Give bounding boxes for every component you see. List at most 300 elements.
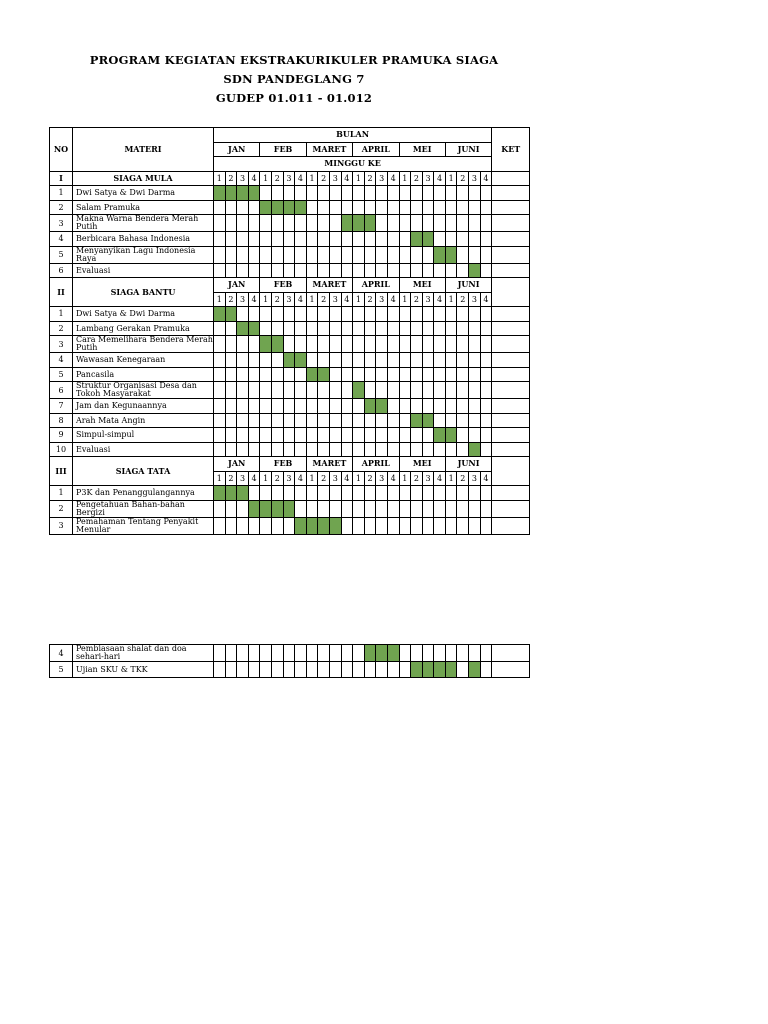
week-cell — [411, 307, 423, 322]
week-cell — [376, 232, 388, 247]
week-cell — [341, 382, 353, 399]
week-number: 2 — [271, 171, 283, 186]
week-cell — [341, 246, 353, 263]
week-cell — [353, 442, 365, 457]
week-cell — [399, 215, 411, 232]
materi-cell: Pemahaman Tentang Penyakit Menular — [73, 517, 214, 534]
materi-cell: P3K dan Penanggulangannya — [73, 486, 214, 501]
program-title: PROGRAM KEGIATAN EKSTRAKURIKULER PRAMUKA SIAGA — [89, 53, 499, 67]
week-cell — [376, 307, 388, 322]
materi-cell: Wawasan Kenegaraan — [73, 353, 214, 368]
week-cell — [411, 486, 423, 501]
week-cell — [480, 246, 492, 263]
week-cell — [411, 645, 423, 662]
week-cell — [295, 321, 307, 336]
ket-cell — [492, 428, 530, 443]
week-cell — [353, 200, 365, 215]
week-cell — [248, 307, 260, 322]
week-number: 2 — [318, 471, 330, 486]
week-number: 4 — [341, 171, 353, 186]
month-header: APRIL — [353, 457, 399, 472]
week-cell — [306, 486, 318, 501]
week-cell — [457, 645, 469, 662]
week-cell — [225, 442, 237, 457]
week-cell — [237, 232, 249, 247]
week-cell — [480, 517, 492, 534]
week-cell — [422, 215, 434, 232]
materi-cell: Berbicara Bahasa Indonesia — [73, 232, 214, 247]
week-cell — [434, 353, 446, 368]
week-cell — [364, 200, 376, 215]
week-cell — [260, 263, 272, 278]
week-number: 1 — [260, 471, 272, 486]
week-cell — [387, 442, 399, 457]
week-number: 1 — [306, 292, 318, 307]
week-number: 4 — [341, 471, 353, 486]
month-header: APRIL — [353, 278, 399, 293]
week-cell — [295, 186, 307, 201]
week-cell — [411, 336, 423, 353]
row-number: 5 — [50, 662, 73, 678]
week-cell — [260, 353, 272, 368]
week-cell — [434, 321, 446, 336]
week-cell — [260, 442, 272, 457]
week-cell — [387, 200, 399, 215]
scheduled-week-cell — [469, 662, 481, 678]
week-cell — [353, 321, 365, 336]
scheduled-week-cell — [248, 186, 260, 201]
week-cell — [434, 200, 446, 215]
week-cell — [445, 215, 457, 232]
week-number: 3 — [376, 471, 388, 486]
week-cell — [480, 186, 492, 201]
week-cell — [457, 186, 469, 201]
week-cell — [306, 645, 318, 662]
week-cell — [387, 321, 399, 336]
school-name: SDN PANDEGLANG 7 — [223, 72, 365, 86]
week-cell — [376, 442, 388, 457]
week-cell — [480, 382, 492, 399]
week-cell — [399, 500, 411, 517]
week-cell — [399, 367, 411, 382]
ket-cell — [492, 246, 530, 263]
scheduled-week-cell — [225, 307, 237, 322]
week-cell — [422, 246, 434, 263]
row-number: 6 — [50, 263, 73, 278]
week-cell — [445, 200, 457, 215]
week-cell — [237, 367, 249, 382]
week-cell — [399, 246, 411, 263]
materi-header: MATERI — [73, 128, 214, 172]
week-cell — [457, 232, 469, 247]
scheduled-week-cell — [376, 645, 388, 662]
week-cell — [364, 442, 376, 457]
week-cell — [318, 246, 330, 263]
week-cell — [260, 367, 272, 382]
month-header: MARET — [306, 142, 352, 157]
week-cell — [248, 353, 260, 368]
week-number: 2 — [457, 292, 469, 307]
ket-cell — [492, 353, 530, 368]
week-cell — [422, 353, 434, 368]
week-cell — [399, 442, 411, 457]
week-cell — [295, 428, 307, 443]
week-cell — [329, 200, 341, 215]
week-cell — [434, 442, 446, 457]
week-cell — [376, 336, 388, 353]
ket-cell — [492, 645, 530, 662]
scheduled-week-cell — [214, 186, 226, 201]
week-number: 3 — [237, 171, 249, 186]
week-number: 1 — [306, 171, 318, 186]
week-cell — [376, 215, 388, 232]
week-cell — [214, 215, 226, 232]
week-cell — [225, 215, 237, 232]
week-cell — [318, 232, 330, 247]
week-cell — [469, 486, 481, 501]
week-cell — [434, 399, 446, 414]
row-number: 3 — [50, 517, 73, 534]
week-cell — [469, 336, 481, 353]
week-cell — [387, 399, 399, 414]
scheduled-week-cell — [434, 662, 446, 678]
week-cell — [341, 486, 353, 501]
week-cell — [364, 367, 376, 382]
section-title: SIAGA MULA — [73, 171, 214, 186]
week-cell — [225, 232, 237, 247]
materi-cell: Evaluasi — [73, 442, 214, 457]
table-row — [50, 662, 530, 678]
ket-cell — [492, 457, 530, 486]
row-number: 7 — [50, 399, 73, 414]
month-header: JUNI — [445, 278, 491, 293]
no-header: NO — [50, 128, 73, 172]
table-row — [50, 413, 530, 428]
week-cell — [271, 645, 283, 662]
document-title-block — [0, 51, 588, 108]
week-cell — [225, 517, 237, 534]
materi-cell: Salam Pramuka — [73, 200, 214, 215]
week-cell — [422, 486, 434, 501]
week-cell — [225, 246, 237, 263]
week-cell — [364, 382, 376, 399]
week-cell — [457, 307, 469, 322]
week-number: 3 — [422, 171, 434, 186]
week-cell — [283, 321, 295, 336]
week-number: 1 — [306, 471, 318, 486]
week-number: 3 — [376, 171, 388, 186]
week-cell — [260, 486, 272, 501]
scheduled-week-cell — [214, 307, 226, 322]
week-number: 2 — [411, 471, 423, 486]
week-cell — [260, 307, 272, 322]
week-number: 2 — [457, 471, 469, 486]
week-cell — [248, 246, 260, 263]
week-cell — [364, 263, 376, 278]
materi-cell: Cara Memelihara Bendera Merah Putih — [73, 336, 214, 353]
week-cell — [376, 186, 388, 201]
week-cell — [411, 517, 423, 534]
week-cell — [318, 382, 330, 399]
week-cell — [318, 486, 330, 501]
week-cell — [353, 336, 365, 353]
week-cell — [225, 200, 237, 215]
week-cell — [214, 500, 226, 517]
week-cell — [248, 428, 260, 443]
week-cell — [411, 428, 423, 443]
ket-cell — [492, 200, 530, 215]
week-cell — [295, 367, 307, 382]
ket-cell — [492, 367, 530, 382]
week-cell — [283, 307, 295, 322]
scheduled-week-cell — [318, 367, 330, 382]
week-cell — [445, 186, 457, 201]
week-cell — [387, 367, 399, 382]
week-number: 3 — [376, 292, 388, 307]
scheduled-week-cell — [445, 246, 457, 263]
week-cell — [318, 500, 330, 517]
table-row — [50, 367, 530, 382]
week-cell — [353, 399, 365, 414]
month-header: MARET — [306, 457, 352, 472]
week-cell — [469, 399, 481, 414]
week-cell — [237, 428, 249, 443]
week-number: 3 — [422, 292, 434, 307]
week-number: 2 — [225, 292, 237, 307]
week-number: 4 — [434, 171, 446, 186]
week-number: 1 — [260, 292, 272, 307]
week-cell — [329, 232, 341, 247]
week-cell — [411, 263, 423, 278]
week-cell — [434, 500, 446, 517]
week-cell — [271, 517, 283, 534]
scheduled-week-cell — [422, 662, 434, 678]
week-cell — [237, 336, 249, 353]
week-cell — [225, 399, 237, 414]
week-cell — [318, 200, 330, 215]
week-cell — [260, 215, 272, 232]
week-cell — [260, 382, 272, 399]
week-cell — [295, 486, 307, 501]
scheduled-week-cell — [260, 500, 272, 517]
materi-cell: Pembiasaan shalat dan doa sehari-hari — [73, 645, 214, 662]
week-cell — [295, 215, 307, 232]
scheduled-week-cell — [434, 428, 446, 443]
month-header: FEB — [260, 278, 306, 293]
week-number: 2 — [271, 471, 283, 486]
month-header: JUNI — [445, 457, 491, 472]
month-header: JAN — [214, 142, 260, 157]
scheduled-week-cell — [469, 442, 481, 457]
week-cell — [341, 186, 353, 201]
week-cell — [387, 263, 399, 278]
materi-cell: Arah Mata Angin — [73, 413, 214, 428]
row-number: 2 — [50, 200, 73, 215]
ket-cell — [492, 186, 530, 201]
row-number: 1 — [50, 307, 73, 322]
week-cell — [283, 246, 295, 263]
week-cell — [248, 645, 260, 662]
week-cell — [445, 321, 457, 336]
week-cell — [248, 215, 260, 232]
week-number: 2 — [411, 171, 423, 186]
week-cell — [214, 645, 226, 662]
week-cell — [434, 645, 446, 662]
week-number: 3 — [329, 292, 341, 307]
week-cell — [306, 353, 318, 368]
scheduled-week-cell — [387, 645, 399, 662]
week-cell — [434, 186, 446, 201]
ket-header: KET — [492, 128, 530, 172]
week-cell — [411, 246, 423, 263]
week-cell — [376, 517, 388, 534]
week-number: 4 — [480, 171, 492, 186]
scheduled-week-cell — [271, 200, 283, 215]
row-number: 10 — [50, 442, 73, 457]
week-cell — [306, 336, 318, 353]
week-cell — [422, 307, 434, 322]
materi-cell: Struktur Organisasi Desa dan Tokoh Masyarakat — [73, 382, 214, 399]
week-cell — [283, 399, 295, 414]
week-cell — [271, 367, 283, 382]
week-cell — [237, 500, 249, 517]
week-cell — [399, 413, 411, 428]
week-cell — [364, 413, 376, 428]
ket-cell — [492, 215, 530, 232]
week-cell — [364, 428, 376, 443]
month-header: MEI — [399, 142, 445, 157]
scheduled-week-cell — [283, 500, 295, 517]
scheduled-week-cell — [364, 399, 376, 414]
ket-cell — [492, 321, 530, 336]
week-cell — [237, 442, 249, 457]
week-cell — [271, 413, 283, 428]
month-header: APRIL — [353, 142, 399, 157]
table-row — [50, 186, 530, 201]
week-cell — [399, 232, 411, 247]
week-cell — [283, 263, 295, 278]
week-cell — [387, 413, 399, 428]
row-number: 4 — [50, 353, 73, 368]
week-cell — [306, 263, 318, 278]
week-cell — [399, 382, 411, 399]
scheduled-week-cell — [445, 662, 457, 678]
week-cell — [329, 442, 341, 457]
week-cell — [434, 413, 446, 428]
week-cell — [457, 382, 469, 399]
week-cell — [445, 367, 457, 382]
week-cell — [214, 382, 226, 399]
row-number: 1 — [50, 486, 73, 501]
table-row — [50, 442, 530, 457]
week-cell — [306, 321, 318, 336]
week-cell — [445, 442, 457, 457]
week-cell — [445, 307, 457, 322]
week-number: 3 — [237, 471, 249, 486]
week-number: 1 — [399, 471, 411, 486]
week-cell — [457, 517, 469, 534]
week-cell — [283, 662, 295, 678]
table-row — [50, 399, 530, 414]
week-cell — [318, 215, 330, 232]
week-cell — [434, 517, 446, 534]
week-number: 3 — [469, 471, 481, 486]
week-cell — [318, 307, 330, 322]
row-number: 3 — [50, 336, 73, 353]
week-cell — [376, 500, 388, 517]
week-cell — [387, 353, 399, 368]
week-cell — [457, 215, 469, 232]
week-number: 4 — [295, 292, 307, 307]
week-cell — [457, 662, 469, 678]
materi-cell: Ujian SKU & TKK — [73, 662, 214, 678]
week-cell — [260, 428, 272, 443]
week-cell — [376, 662, 388, 678]
week-cell — [434, 382, 446, 399]
week-cell — [306, 307, 318, 322]
week-cell — [387, 500, 399, 517]
week-number: 1 — [445, 292, 457, 307]
week-cell — [214, 428, 226, 443]
week-cell — [422, 442, 434, 457]
week-cell — [271, 232, 283, 247]
week-cell — [480, 307, 492, 322]
materi-cell: Menyanyikan Lagu Indonesia Raya — [73, 246, 214, 263]
week-cell — [341, 353, 353, 368]
row-number: 4 — [50, 232, 73, 247]
week-cell — [469, 382, 481, 399]
row-number: 2 — [50, 321, 73, 336]
schedule-table-continued — [49, 644, 530, 678]
week-cell — [399, 517, 411, 534]
section-number: III — [50, 457, 73, 486]
week-cell — [225, 500, 237, 517]
week-cell — [457, 246, 469, 263]
week-cell — [364, 232, 376, 247]
week-cell — [283, 367, 295, 382]
week-cell — [353, 353, 365, 368]
scheduled-week-cell — [271, 336, 283, 353]
week-cell — [283, 382, 295, 399]
week-cell — [260, 517, 272, 534]
week-cell — [329, 215, 341, 232]
week-cell — [225, 645, 237, 662]
week-number: 3 — [329, 171, 341, 186]
week-cell — [353, 232, 365, 247]
week-cell — [214, 517, 226, 534]
ket-cell — [492, 278, 530, 307]
week-cell — [434, 215, 446, 232]
week-cell — [480, 353, 492, 368]
week-cell — [480, 321, 492, 336]
week-cell — [237, 517, 249, 534]
scheduled-week-cell — [469, 263, 481, 278]
week-cell — [445, 263, 457, 278]
week-cell — [353, 486, 365, 501]
week-cell — [399, 645, 411, 662]
row-number: 5 — [50, 246, 73, 263]
week-cell — [214, 367, 226, 382]
week-cell — [295, 645, 307, 662]
week-cell — [318, 353, 330, 368]
week-number: 4 — [248, 471, 260, 486]
week-cell — [295, 336, 307, 353]
row-number: 2 — [50, 500, 73, 517]
week-cell — [329, 307, 341, 322]
ket-cell — [492, 399, 530, 414]
week-cell — [364, 246, 376, 263]
week-cell — [341, 367, 353, 382]
